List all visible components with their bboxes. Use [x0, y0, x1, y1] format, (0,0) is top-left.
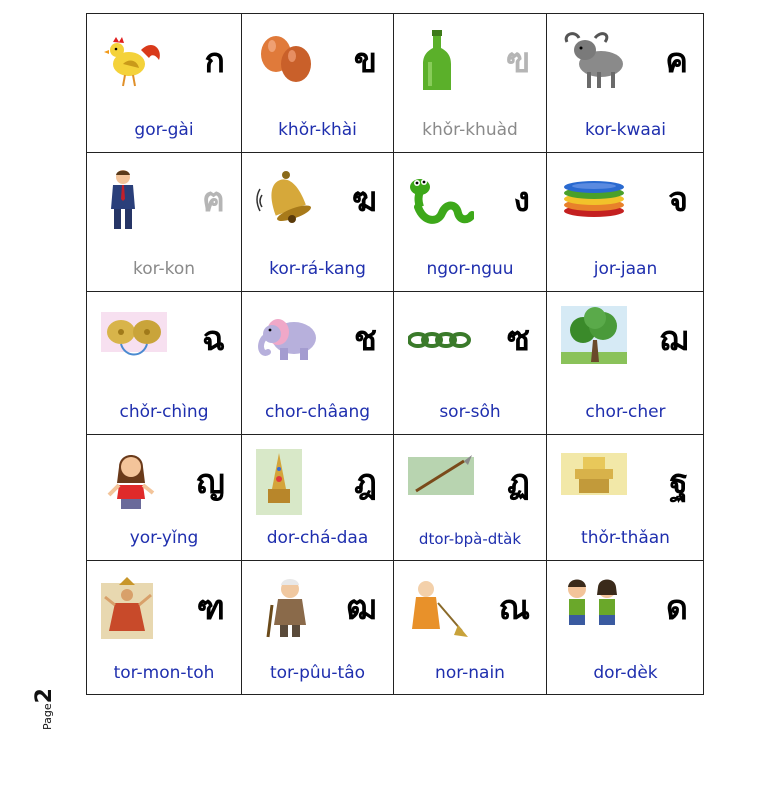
thai-letter: ช: [353, 319, 377, 359]
letter-card: [394, 14, 547, 153]
grid-row: [87, 561, 703, 695]
page-digit: 2: [32, 688, 57, 704]
page-number: [32, 688, 57, 730]
letter-card: [394, 561, 547, 695]
letter-card: [394, 292, 547, 435]
thai-letter: ฐ: [669, 462, 688, 502]
man-icon: [101, 167, 167, 233]
thai-letter: ฒ: [346, 588, 377, 628]
eggs-icon: [256, 28, 322, 94]
letter-name: jor-jaan: [593, 259, 658, 279]
thai-letter: ฌ: [658, 319, 688, 359]
bottle-icon: [408, 28, 474, 94]
letter-name: dtor-bpà-dtàk: [418, 530, 522, 548]
thai-letter: ซ: [506, 319, 530, 359]
letter-name: tor-pûu-tâo: [269, 663, 366, 683]
grid-row: [87, 435, 703, 561]
letter-name: dor-dèk: [593, 663, 658, 683]
thai-letter: ฆ: [351, 180, 377, 220]
thai-letter: ก: [204, 41, 225, 81]
grid-row: [87, 292, 703, 435]
thai-letter: ด: [665, 588, 688, 628]
thai-letter: ณ: [498, 588, 530, 628]
pedestal-icon: [561, 449, 627, 515]
headdress-icon: [256, 449, 322, 515]
thai-letter: จ: [668, 180, 688, 220]
letter-card: [242, 561, 394, 695]
letter-name: khǒr-khuàd: [422, 120, 518, 140]
letter-card: [87, 292, 242, 435]
rooster-icon: [101, 28, 167, 94]
letter-card: [547, 561, 704, 695]
letter-card: [547, 292, 704, 435]
grid-row: [87, 14, 703, 153]
tree-icon: [561, 306, 627, 372]
letter-name: chor-cher: [585, 402, 666, 422]
letter-card: [87, 435, 242, 561]
letter-card: [87, 153, 242, 292]
letter-name: gor-gài: [134, 120, 194, 140]
thai-letter: ฅ: [202, 180, 225, 220]
thai-letter: ฏ: [507, 462, 530, 502]
letter-name: chǒr-chìng: [119, 402, 209, 422]
thai-letter: ฑ: [196, 588, 225, 628]
page-word: Page: [41, 703, 54, 730]
thai-letter: ง: [513, 180, 530, 220]
plates-icon: [561, 167, 627, 233]
thai-letter: ฎ: [354, 462, 377, 502]
letter-card: [87, 14, 242, 153]
letter-name: yor-yǐng: [129, 528, 199, 548]
buffalo-icon: [561, 28, 627, 94]
thai-letter: ฉ: [201, 319, 225, 359]
novice-monk-icon: [408, 575, 474, 641]
letter-name: dor-chá-daa: [266, 528, 369, 548]
chain-icon: [408, 306, 474, 372]
letter-name: khǒr-khài: [278, 120, 357, 140]
grid-row: [87, 153, 703, 292]
letter-card: [394, 435, 547, 561]
letter-name: sor-sôh: [439, 402, 501, 422]
letter-card: [87, 561, 242, 695]
letter-name: ngor-nguu: [426, 259, 514, 279]
alphabet-grid: [86, 13, 704, 695]
letter-name: kor-kon: [132, 259, 196, 279]
thai-letter: ญ: [196, 462, 225, 502]
elephant-icon: [256, 306, 322, 372]
letter-name: tor-mon-toh: [113, 663, 215, 683]
children-icon: [561, 575, 627, 641]
letter-card: [394, 153, 547, 292]
letter-name: thǒr-thǎan: [581, 528, 670, 548]
letter-card: [547, 435, 704, 561]
letter-card: [547, 14, 704, 153]
cymbals-icon: [101, 306, 167, 372]
letter-card: [242, 292, 394, 435]
old-man-icon: [256, 575, 322, 641]
letter-card: [547, 153, 704, 292]
letter-card: [242, 435, 394, 561]
thai-letter: ค: [665, 41, 688, 81]
letter-name: kor-kwaai: [585, 120, 666, 140]
letter-name: chor-châang: [264, 402, 371, 422]
letter-card: [242, 14, 394, 153]
woman-icon: [101, 449, 167, 515]
letter-name: kor-rá-kang: [269, 259, 366, 279]
spear-icon: [408, 449, 474, 515]
letter-name: nor-nain: [435, 663, 505, 683]
thai-letter: ข: [353, 41, 377, 81]
snake-icon: [408, 167, 474, 233]
thai-letter: ฃ: [505, 41, 530, 81]
letter-card: [242, 153, 394, 292]
dancer-icon: [101, 575, 167, 641]
bell-icon: [256, 167, 322, 233]
